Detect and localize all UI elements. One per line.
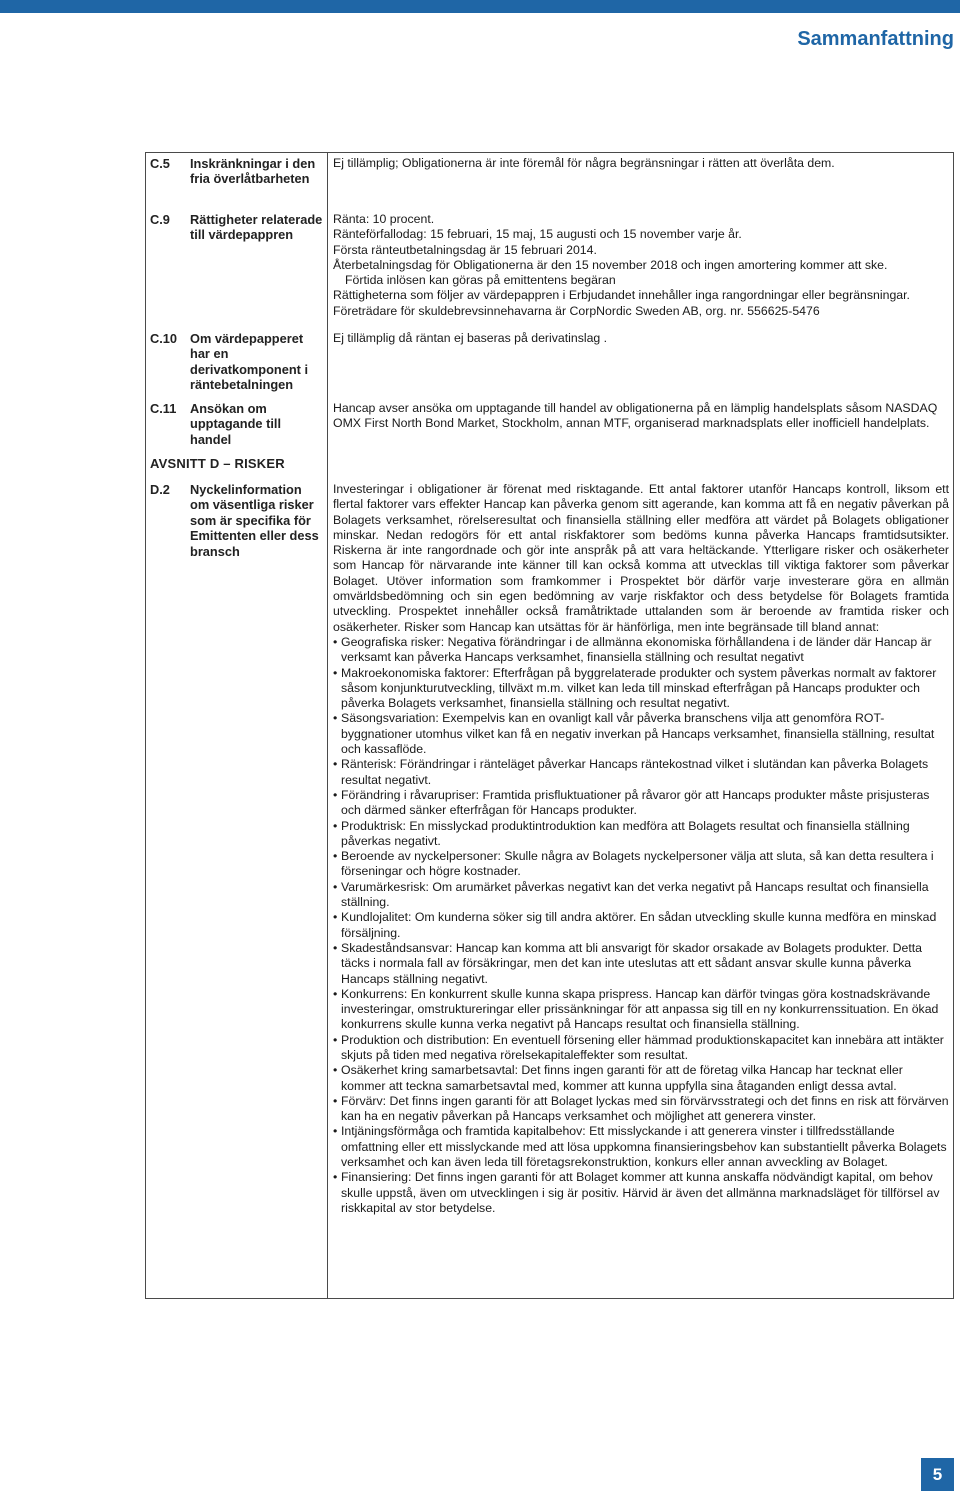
content-text: Rättigheterna som följer av värdepappren i Erbjudandet innehåller inga rangordningar eller begränsningar. Företrädare för skuldebrevsinnehavarna är CorpNordic Sweden AB, org. nr. 556625-5476: [333, 288, 910, 318]
row-code: D.2: [150, 482, 170, 497]
column-divider: [327, 152, 328, 1299]
risk-list-item: • Osäkerhet kring samarbetsavtal: Det finns ingen garanti för att de företag vilka Hancap har tecknat eller kommer att teckna samarbetsavtal med, kommer att kunna uppfylla sina åtaganden enligt dessa avtal.: [333, 1063, 949, 1094]
risk-list-item: • Förvärv: Det finns ingen garanti för att Bolaget lyckas med sin förvärvsstrategi och det finns en risk att förvärven kan ha en negativ påverkan på Hancaps verksamhet och möjlighet att generera vinster.: [333, 1094, 949, 1125]
risk-list: [333, 635, 949, 1216]
content-text: Första ränteutbetalningsdag är 15 februari 2014.: [333, 242, 597, 257]
content-text: Återbetalningsdag för Obligationerna är den 15 november 2018 och ingen amortering kommer att ske.: [333, 257, 888, 272]
row-code: C.10: [150, 331, 178, 346]
page-header-title: Sammanfattning: [797, 28, 954, 50]
content-text: Hancap avser ansöka om upptagande till handel av obligationerna på en lämplig handelsplats såsom NASDAQ OMX First North Bond Market, Stockholm, annan MTF, organiserad marknadsplats eller inofficiell handelplats.: [333, 401, 938, 431]
risk-list-item: • Kundlojalitet: Om kunderna söker sig till andra aktörer. En sådan utveckling skulle kunna medföra en minskad försäljning.: [333, 910, 949, 941]
risk-list-item: • Konkurrens: En konkurrent skulle kunna skapa prispress. Hancap kan därför tvingas göra kostnadskrävande investeringar, omstruktureringar eller prissänkningar för att anpassa sig till en ny konkurrenssituation. En ökad konkurrens skulle kunna verka negativt på Hancaps resultat och finansiella ställning.: [333, 987, 949, 1033]
content-text: Ränta: 10 procent.: [333, 212, 435, 226]
row-title: Nyckelinformation om väsentliga risker som är specifika för Emittenten eller dess bransch: [190, 482, 319, 559]
row-c11-content: [333, 401, 949, 432]
risk-list-item: • Säsongsvariation: Exempelvis kan en ovanligt kall vår påverka branschens vilja att genomföra ROT-byggnationer utomhus vilket kan få en negativ inverkan på Hancaps verksamhet, finansiella ställning, resultat och kassaflöde.: [333, 711, 949, 757]
row-c10-content: [333, 331, 949, 346]
risk-list-item: • Förändring i råvarupriser: Framtida prisfluktuationer på råvaror gör att Hancaps produkter måste prisjusteras och därmed sänker efterfrågan för Hancaps produkter.: [333, 788, 949, 819]
row-title: Rättigheter relaterade till värdepappren: [190, 212, 323, 243]
risk-list-item: • Geografiska risker: Negativa förändringar i de allmänna ekonomiska förhållandena i de länder där Hancap är verksamt kan påverka Hancaps verksamhet, finansiella ställning och resultat negativt: [333, 635, 949, 666]
risk-list-item: • Varumärkesrisk: Om arumärket påverkas negativt kan det verka negativt på Hancaps resultat och finansiella ställning.: [333, 880, 949, 911]
row-d2-content: [333, 482, 949, 1216]
row-code: C.11: [150, 401, 177, 416]
row-code: C.9: [150, 212, 170, 227]
row-c9-content: [333, 212, 949, 319]
row-c5-content: [333, 156, 949, 171]
risk-list-item: • Beroende av nyckelpersoner: Skulle några av Bolagets nyckelpersoner välja att sluta, så kan detta resultera i förseningar och högre kostnader.: [333, 849, 949, 880]
content-text: Ej tillämplig; Obligationerna är inte föremål för några begränsningar i rätten att överlåta dem.: [333, 156, 835, 170]
row-title: Om värdepapperet har en derivatkomponent i räntebetalningen: [190, 331, 309, 393]
risk-list-item: • Produktion och distribution: En eventuell försening eller hämmad produktionskapacitet kan innebära att intäkter skjuts på tiden med negativa rörelsekapitaleffekter som resultat.: [333, 1033, 949, 1064]
content-text: Ej tillämplig då räntan ej baseras på derivatinslag .: [333, 331, 608, 345]
risk-list-item: • Skadeståndsansvar: Hancap kan komma att bli ansvarigt för skador orsakade av Bolagets produkter. Detta täcks i normala fall av försäkringar, men det kan inte uteslutas att ett sådant ansvar skulle kunna påverka Hancaps ställning negativt.: [333, 941, 949, 987]
content-text: Ränteförfallodag: 15 februari, 15 maj, 15 augusti och 15 november varje år.: [333, 227, 742, 242]
risk-list-item: • Makroekonomiska faktorer: Efterfrågan på byggrelaterade produkter och system påverkas normalt av faktorer såsom konjunkturutveckling, tillväxt m.m. vilket kan leda till minskad efterfrågan på Hancaps produkter och påverka Bolagets verksamhet, finansiella ställning och resultat negativt.: [333, 666, 949, 712]
risk-list-item: • Ränterisk: Förändringar i ränteläget påverkar Hancaps räntekostnad vilket i slutändan kan påverka Bolagets resultat negativt.: [333, 757, 949, 788]
risk-list-item: • Produktrisk: En misslyckad produktintroduktion kan medföra att Bolagets resultat och finansiella ställning påverkas negativt.: [333, 819, 949, 850]
risk-list-item: • Finansiering: Det finns ingen garanti för att Bolaget kommer att kunna anskaffa nödvändigt kapital, om behov skulle uppstå, även om utvecklingen i sig är positiv. Härvid är även det allmänna marknadsläget för tillförsel av riskkapital av stor betydelse.: [333, 1170, 949, 1216]
top-accent-bar: [0, 0, 960, 13]
section-heading-risks: AVSNITT D – RISKER: [150, 456, 285, 471]
risk-list-item: • Intjäningsförmåga och framtida kapitalbehov: Ett misslyckande i att generera vinster i tillfredsställande omfattning eller ett misslyckande med att lösa uppkomna finansieringsbehov kan substantiellt påverka Bolagets verksamhet och kan även leda till företagsrekonstruktion, konkurs eller annan avveckling av Bolaget.: [333, 1124, 949, 1170]
row-title: Inskränkningar i den fria överlåtbarheten: [190, 156, 316, 187]
content-text: Förtida inlösen kan göras på emittentens begäran: [345, 273, 616, 288]
page-number-badge: 5: [921, 1458, 954, 1491]
row-code: C.5: [150, 156, 170, 171]
risk-intro-text: Investeringar i obligationer är förenat med risktagande. Ett antal faktorer utanför Hancaps kontroll, liksom ett flertal faktorer vars effekter Hancap kan påverka genom sitt agerande, kan komma att få en negativ påverkan på Bolagets verksamhet, rörelseresultat och finansiella ställning eller medföra att värdet på Bolagets obligationer minskar. Nedan redogörs för ett antal riskfaktorer som bedöms kunna påverka Hancaps framtidsutsikter. Riskerna är inte rangordnade och gör inte anspråk på att vara heltäckande. Ytterligare risker och osäkerheter som Hancap för närvarande inte känner till kan också komma att utvecklas till viktiga faktorer som påverkar Bolaget. Utöver information som framkommer i Prospektet bör därför varje investerare göra en allmän omvärldsbedömning och sin egen bedömning av varje riskfaktor och dess betydelse för Bolagets framtida utveckling. Prospektet innehåller också framåtriktade uttalanden som är beroende av framtida risker och osäkerheter. Risker som Hancap kan utsättas för är hänförliga, men inte begränsade till bland annat:: [333, 482, 949, 634]
row-title: Ansökan om upptagande till handel: [190, 401, 281, 447]
